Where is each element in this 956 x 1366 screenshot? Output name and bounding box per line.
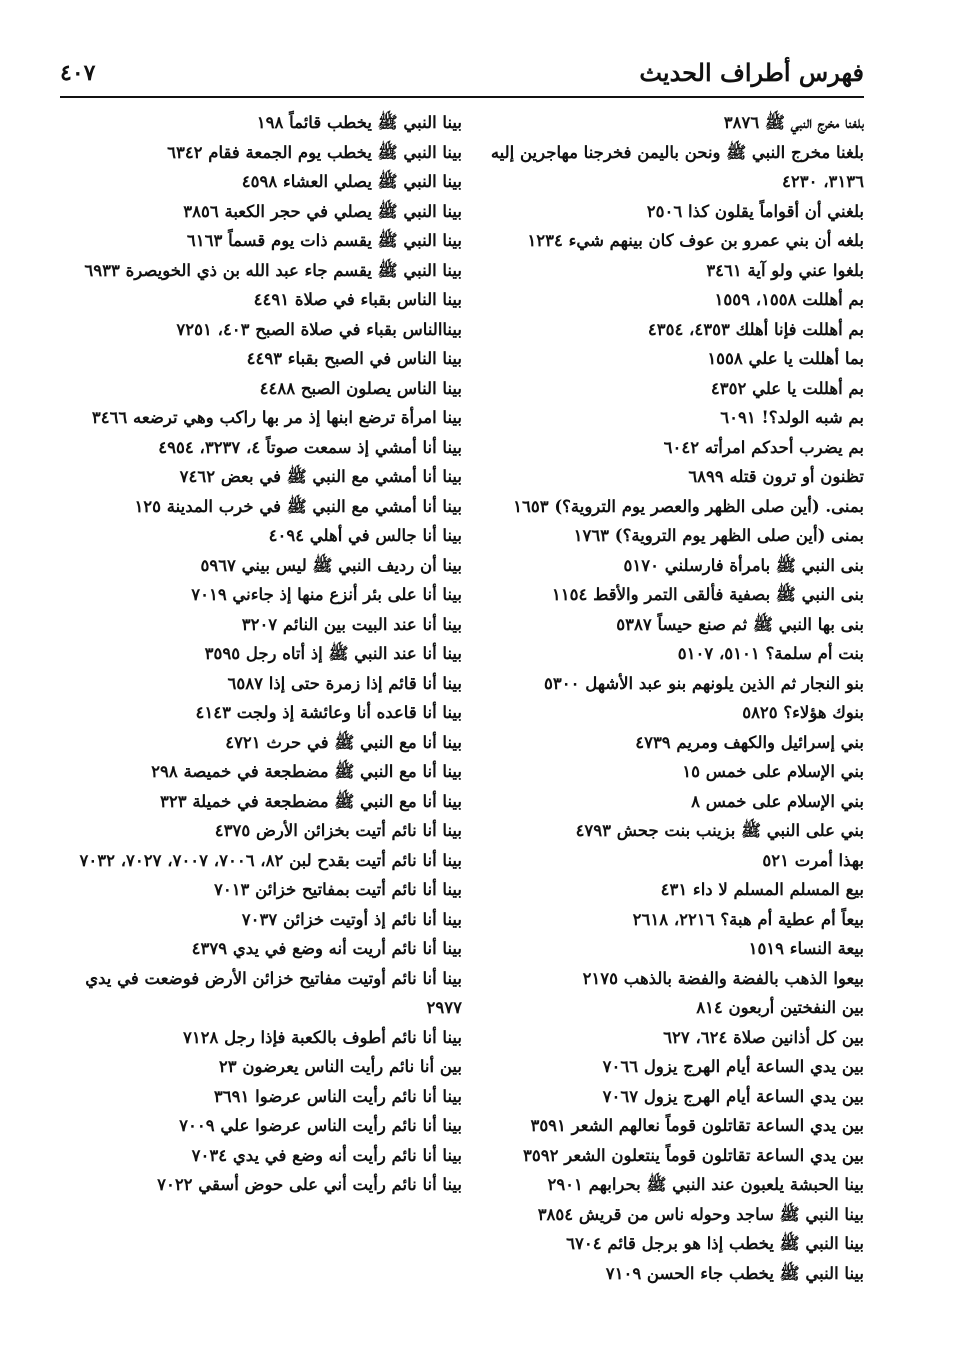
index-entry: بيع المسلم المسلم لا داء ٤٣١ <box>660 880 864 899</box>
index-entry: بنى النبي ﷺ بامرأة فارسلني ٥١٧٠ <box>623 555 864 575</box>
index-entry: بينا أنا نائم رأيت الناس عرضوا ٣٦٩١ <box>213 1086 462 1106</box>
page-number: ٤٠٧ <box>60 60 96 86</box>
index-entry: بينا النبي ﷺ يصلي العشاء ٤٥٩٨ <box>241 172 462 191</box>
index-entry: بينا أن رديف النبي ﷺ ليس بيني ٥٩٦٧ <box>200 555 462 575</box>
index-entry: بين النفختين أربعون ٨١٤ <box>696 998 864 1017</box>
index-entry: بم أهللت يا علي ٤٣٥٢ <box>710 378 864 398</box>
index-entry: بينا أنا مع النبي ﷺ مضطجعة في خميلة ٣٢٣ <box>159 791 462 811</box>
index-entry: بلغنا مخرج النبي ﷺ ونحن باليمن فخرجنا مهاجرين إليه ٣١٣٦، ٤٢٣٠ <box>490 142 864 191</box>
index-entry: بينا النبي ﷺ يخطب يوم الجمعة فقام ٦٣٤٢ <box>167 142 462 162</box>
index-entry: بهذا أمرت ٥٢١ <box>762 850 864 870</box>
index-entry: بيعوا الذهب بالفضة والفضة بالذهب ٢١٧٥ <box>582 968 864 988</box>
index-entry: بني إسرائيل والكهف ومريم ٤٧٣٩ <box>635 732 864 752</box>
index-entry: بينا أنا نائم رأيت أني على حوض أسقي ٧٠٢٢ <box>157 1175 462 1194</box>
index-entry: بينا أنا قاعده أنا وعائشة إذ ولجت ٤١٤٣ <box>195 703 462 722</box>
index-entry: بينا أنا نائم أتيت بمفاتيح خزائن ٧٠١٣ <box>213 880 462 899</box>
index-entry: بنو النجار ثم الذين يلونهم بنو عبد الأشهل ٥٣٠٠ <box>544 673 864 693</box>
index-entry: بينا النبي ﷺ يخطب قائماً ١٩٨ <box>256 113 462 132</box>
index-entry: بينا أنا قائم إذا زمرة حتى إذا ٦٥٨٧ <box>227 673 462 693</box>
index-entry: بين يدي الساعة تقاتلون قوماً ينتعلون الشعر ٣٥٩٢ <box>523 1145 864 1165</box>
right-column <box>454 108 864 1288</box>
index-entry: بينا أنا أمشي مع النبي ﷺ في خرب المدينة ١٢٥ <box>134 496 462 516</box>
index-entry: بم يضرب أحدكم امرأته ٦٠٤٢ <box>663 437 864 457</box>
index-entry: بينا النبي ﷺ يخطب إذا هو برجل قائم ٦٧٠٤ <box>566 1234 864 1253</box>
index-entry: بينا الناس بقباء في صلاة ٤٤٩١ <box>253 290 462 309</box>
index-entry: بمنى. (أين صلى الظهر والعصر يوم التروية؟) ١٦٥٣ <box>513 496 864 516</box>
index-entry: بينا أنا نائم أوتيت مفاتيح خزائن الأرض فوضعت في يدي ٢٩٧٧ <box>85 968 462 1017</box>
index-entry: بلغوا عني ولو آية ٣٤٦١ <box>706 260 864 280</box>
index-entry: بين يدي الساعة أيام الهرج يزول ٧٠٦٧ <box>602 1086 864 1106</box>
index-entry: بنى بها النبي ﷺ ثم صنع حيساً ٥٣٨٧ <box>616 614 864 634</box>
index-entry: بينا الناس يصلون الصبح ٤٤٨٨ <box>259 378 462 398</box>
index-entry: بنت أم سلمة؟ ٥١٠١، ٥١٠٧ <box>677 644 864 663</box>
index-entry: بين يدي الساعة أيام الهرج يزول ٧٠٦٦ <box>602 1057 864 1076</box>
index-entry: بينا النبي ﷺ يقسم جاء عبد الله بن ذي الخويصرة ٦٩٣٣ <box>84 260 462 280</box>
index-entry: بينا الناس في الصبح بقباء ٤٤٩٣ <box>246 349 462 368</box>
index-entry: بينا الحبشة يلعبون عند النبي ﷺ بحرابهم ٢٩٠١ <box>547 1175 864 1194</box>
index-entry: بينا أنا نائم رأيت أنه وضع في يدي ٧٠٣٤ <box>191 1145 462 1165</box>
index-entry: بينا النبي ﷺ يقسم ذات يوم قسماً ٦١٦٣ <box>186 231 462 250</box>
index-entry: بم أهللت ١٥٥٨، ١٥٥٩ <box>714 290 864 309</box>
index-entry: بيعة النساء ١٥١٩ <box>748 939 864 958</box>
index-entry: بينا امرأة ترضع ابنها إذ مر بها راكب وهي ترضعه ٣٤٦٦ <box>91 408 462 427</box>
index-entry: بينا أنا نائم أتيت بخزائن الأرض ٤٣٧٥ <box>214 821 462 840</box>
index-entry: بينا النبي ﷺ ساجد وحوله ناس من قريش ٣٨٥٤ <box>537 1204 864 1224</box>
index-entry: بينا أنا نائم أريت أنه وضع في يدي ٤٣٧٩ <box>191 939 462 958</box>
index-entry: بينا أنا مع النبي ﷺ في حرث ٤٧٢١ <box>225 732 462 752</box>
index-entry: بنوك هؤلاء؟ ٥٨٢٥ <box>742 703 864 722</box>
index-entry: بينا أنا نائم إذ أوتيت خزائن ٧٠٣٧ <box>241 909 462 929</box>
index-entry: بينا أنا على بئر أنزع منها إذ جاءني ٧٠١٩ <box>191 585 462 604</box>
index-entry: بينا أنا جالس في أهلي ٤٠٩٤ <box>268 526 462 545</box>
index-entry: بما أهللت يا علي ١٥٥٨ <box>707 349 864 368</box>
page-title: فهرس أطراف الحديث <box>639 58 864 87</box>
index-entry: بمنى (أين صلى الظهر يوم التروية؟) ١٧٦٣ <box>573 526 864 545</box>
index-entry: بينا أنا عند البيت بين النائم ٣٢٠٧ <box>241 614 462 634</box>
index-entry: بلغني أن أقواماً يقلون كذا ٢٥٠٦ <box>646 201 864 221</box>
index-entry: بينا أنا عند النبي ﷺ إذ أتاه رجل ٣٥٩٥ <box>204 644 462 663</box>
index-entry: تظنون أو ترون قتله ٦٨٩٩ <box>688 467 864 486</box>
index-entry: بينا النبي ﷺ يصلي في حجر الكعبة ٣٨٥٦ <box>183 201 462 221</box>
index-entry: بينا أنا مع النبي ﷺ مضطجعة في خميصة ٢٩٨ <box>151 762 462 781</box>
index-entry: بينا أنا أمشي مع النبي ﷺ في بعض ٧٤٦٢ <box>179 467 462 486</box>
index-entry: بين كل أذانين صلاة ٦٢٤، ٦٢٧ <box>663 1027 864 1047</box>
index-entry: بيعاً أم عطية أم هبة؟ ٢٢١٦، ٢٦١٨ <box>632 909 864 929</box>
index-entry: بني الإسلام على خمس ١٥ <box>682 762 864 781</box>
index-entry: بيناالناس بقباء في صلاة الصبح ٤٠٣، ٧٢٥١ <box>176 319 462 339</box>
page-header <box>60 58 864 98</box>
left-column <box>60 108 462 1200</box>
index-entry: بينا أنا نائم أطوف بالكعبة فإذا رجل ٧١٢٨ <box>182 1027 462 1047</box>
index-entry: بينا أنا نائم رأيت الناس عرضوا علي ٧٠٠٩ <box>179 1116 462 1135</box>
index-entry: بينا النبي ﷺ يخطب جاء الحسن ٧١٠٩ <box>605 1263 864 1283</box>
index-entry: بلغه أن بني عمرو بن عوف كان بينهم شيء ١٢٣٤ <box>527 231 864 250</box>
index-entry: بينا أنا أمشي إذ سمعت صوتاً ٤، ٣٢٣٧، ٤٩٥٤ <box>158 437 462 457</box>
index-entry: بينا أنا نائم أتيت بقدح لبن ٨٢، ٧٠٠٦، ٧٠٠٧، ٧٠٢٧، ٧٠٣٢ <box>79 850 462 870</box>
index-entry: بين أنا نائم رأيت الناس يعرضون ٢٣ <box>218 1057 462 1076</box>
index-entry: بني الإسلام على خمس ٨ <box>691 791 864 811</box>
index-entry: بم أهللت فإنا أهلك ٤٣٥٣، ٤٣٥٤ <box>647 319 864 339</box>
index-entry: بين يدي الساعة تقاتلون قوماً نعالهم الشعر ٣٥٩١ <box>530 1116 864 1135</box>
index-entry: بني على النبي ﷺ بزينب بنت جحش ٤٧٩٣ <box>575 821 864 840</box>
index-entry: بلغنا مخرج النبي ﷺ ٣٨٧٦ <box>723 113 864 132</box>
index-entry: بنى النبي ﷺ بصفية فألقى التمر والأقط ١١٥٤ <box>551 585 864 604</box>
index-entry: بم شبه الولد؟! ٦٠٩١ <box>720 408 864 427</box>
